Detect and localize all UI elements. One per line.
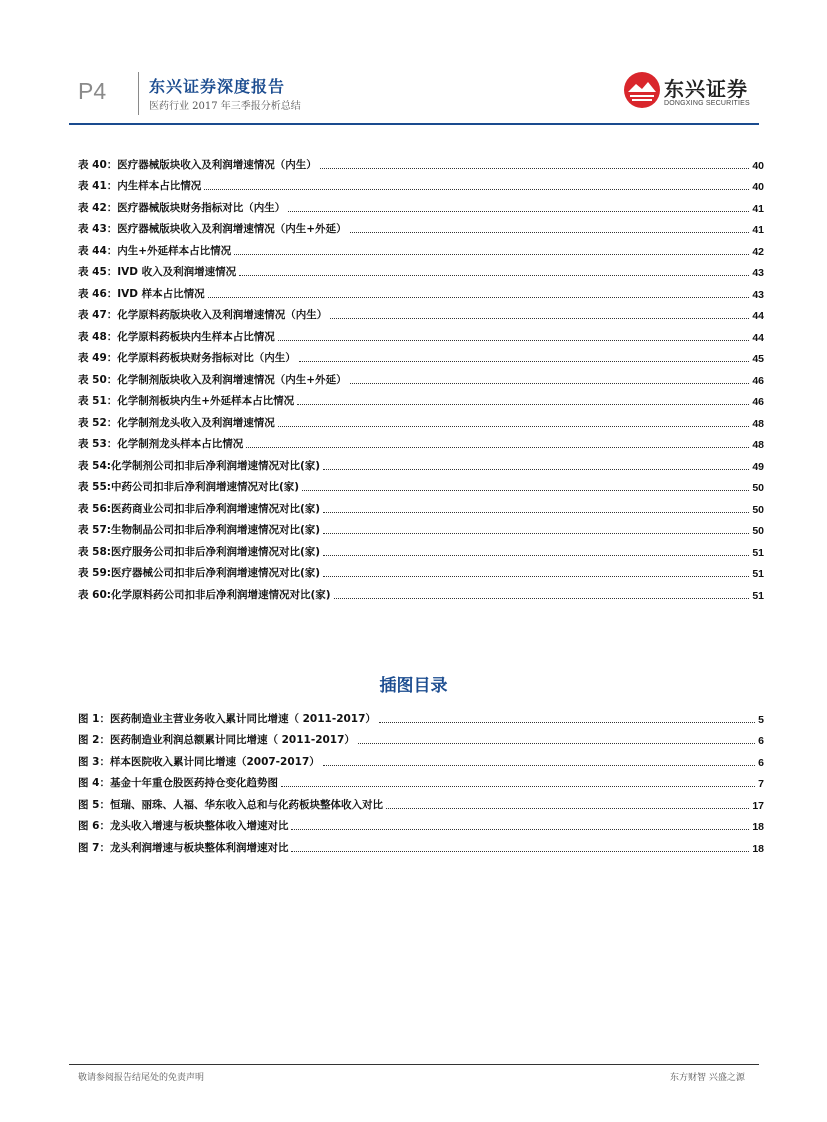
toc-entry-label: 表 52：化学制剂龙头收入及利润增速情况 [78,416,275,429]
toc-entry-page: 6 [758,756,764,769]
toc-entry-label: 表 43：医疗器械版块收入及利润增速情况（内生+外延） [78,223,347,235]
toc-entry-label: 表 41：内生样本占比情况 [78,180,202,192]
toc-entry-page: 48 [752,439,764,451]
toc-entry-page: 17 [752,799,764,812]
table-of-figures [78,704,764,855]
toc-entry[interactable] [78,833,764,855]
table-of-tables [78,150,764,602]
toc-entry-page: 51 [752,589,764,602]
toc-leader-dots [297,403,749,405]
toc-entry-label: 表 54:化学制剂公司扣非后净利润增速情况对比(家) [78,459,321,472]
toc-entry[interactable] [78,451,764,473]
toc-leader-dots [330,317,749,319]
toc-entry-page: 50 [752,482,764,494]
toc-leader-dots [323,575,749,577]
toc-leader-dots [204,188,749,190]
footer-disclaimer: 敬请参阅报告结尾处的免责声明 [78,1073,205,1083]
toc-entry-label: 表 57:生物制品公司扣非后净利润增速情况对比(家) [78,524,321,536]
toc-entry-label: 表 60:化学原料药公司扣非后净利润增速情况对比(家) [78,588,331,601]
toc-leader-dots [350,231,750,233]
header-divider [138,72,139,115]
toc-entry-label: 表 44：内生+外延样本占比情况 [78,244,232,257]
toc-leader-dots [278,425,750,427]
toc-entry-page: 18 [752,842,764,855]
toc-entry-label: 图 7：龙头利润增速与板块整体利润增速对比 [78,841,289,854]
toc-entry-label: 表 50：化学制剂版块收入及利润增速情况（内生+外延） [78,373,347,386]
toc-leader-dots [281,785,755,787]
toc-leader-dots [358,742,755,744]
toc-entry[interactable] [78,537,764,559]
report-title: 东兴证券深度报告 [149,77,286,96]
figure-toc-title: 插图目录 [379,676,448,696]
toc-entry-page: 44 [752,331,764,344]
toc-entry-label: 表 56:医药商业公司扣非后净利润增速情况对比(家) [78,502,321,515]
toc-entry[interactable] [78,344,764,366]
page-header [0,0,827,130]
toc-entry-page: 48 [752,417,764,430]
toc-leader-dots [323,468,749,470]
toc-leader-dots [234,253,749,255]
toc-entry-page: 51 [752,546,764,559]
toc-entry[interactable] [78,516,764,538]
toc-entry[interactable] [78,301,764,323]
toc-leader-dots [323,554,749,556]
toc-entry-label: 表 59:医疗器械公司扣非后净利润增速情况对比(家) [78,567,321,579]
toc-entry[interactable] [78,812,764,834]
toc-entry[interactable] [78,322,764,344]
toc-leader-dots [323,764,755,766]
toc-entry-page: 46 [752,374,764,387]
toc-entry-page: 18 [752,821,764,833]
toc-entry-label: 表 48：化学原料药板块内生样本占比情况 [78,330,275,343]
toc-entry-page: 49 [752,460,764,473]
toc-entry-page: 51 [752,568,764,580]
header-rule [69,123,759,125]
toc-leader-dots [386,807,749,809]
toc-entry-label: 表 49：化学原料药板块财务指标对比（内生） [78,352,296,364]
toc-entry-page: 43 [752,267,764,279]
toc-entry[interactable] [78,704,764,726]
toc-leader-dots [379,721,755,723]
toc-leader-dots [334,597,750,599]
toc-leader-dots [208,296,750,298]
toc-entry-label: 图 4：基金十年重仓股医药持仓变化趋势图 [78,777,278,789]
toc-entry-page: 41 [752,224,764,236]
page-number: P4 [78,78,107,104]
toc-entry-label: 表 51：化学制剂板块内生+外延样本占比情况 [78,395,295,407]
toc-entry[interactable] [78,172,764,194]
toc-leader-dots [291,850,749,852]
toc-entry-page: 40 [752,159,764,172]
toc-entry-label: 表 55:中药公司扣非后净利润增速情况对比(家) [78,481,300,493]
toc-entry[interactable] [78,150,764,172]
toc-entry-label: 图 2：医药制造业利润总额累计同比增速（ 2011-2017） [78,734,355,746]
toc-entry-page: 50 [752,503,764,516]
toc-entry-label: 图 6：龙头收入增速与板块整体收入增速对比 [78,820,289,832]
footer-rule [69,1064,759,1065]
toc-entry-label: 表 53：化学制剂龙头样本占比情况 [78,438,244,450]
toc-entry[interactable] [78,430,764,452]
toc-entry-label: 表 47：化学原料药版块收入及利润增速情况（内生） [78,309,328,321]
toc-entry[interactable] [78,279,764,301]
toc-entry[interactable] [78,494,764,516]
toc-entry-page: 44 [752,310,764,322]
toc-leader-dots [350,382,750,384]
logo-text-cn: 东兴证券 [664,77,748,101]
toc-entry[interactable] [78,365,764,387]
toc-entry-page: 42 [752,245,764,258]
toc-leader-dots [239,274,749,276]
logo-emblem-icon [622,70,662,110]
toc-entry[interactable] [78,236,764,258]
toc-entry-page: 50 [752,525,764,537]
toc-entry[interactable] [78,408,764,430]
toc-entry[interactable] [78,258,764,280]
toc-leader-dots [299,360,750,362]
toc-entry-page: 7 [758,778,764,790]
toc-entry-label: 图 1：医药制造业主营业务收入累计同比增速（ 2011-2017） [78,712,376,725]
toc-leader-dots [291,828,749,830]
toc-entry-page: 6 [758,735,764,747]
toc-entry[interactable] [78,747,764,769]
report-subtitle: 医药行业 2017 年三季报分析总结 [149,101,301,112]
toc-leader-dots [278,339,750,341]
footer-slogan: 东方财智 兴盛之源 [670,1073,745,1083]
toc-entry-page: 40 [752,181,764,193]
toc-entry-page: 43 [752,288,764,301]
toc-leader-dots [323,532,749,534]
toc-entry[interactable] [78,559,764,581]
logo-text-en: DONGXING SECURITIES [664,100,750,107]
toc-entry-page: 46 [752,396,764,408]
toc-entry-page: 41 [752,202,764,215]
toc-entry-page: 45 [752,353,764,365]
toc-leader-dots [288,210,749,212]
toc-entry[interactable] [78,193,764,215]
toc-entry-label: 表 46：IVD 样本占比情况 [78,287,205,300]
toc-entry-label: 图 3：样本医院收入累计同比增速（2007-2017） [78,755,320,768]
toc-entry[interactable] [78,790,764,812]
toc-entry-label: 表 40：医疗器械版块收入及利润增速情况（内生） [78,158,317,171]
toc-entry-label: 表 42：医疗器械版块财务指标对比（内生） [78,201,286,214]
company-logo [622,70,752,116]
toc-entry[interactable] [78,215,764,237]
toc-entry[interactable] [78,387,764,409]
toc-entry[interactable] [78,726,764,748]
toc-entry-label: 表 45：IVD 收入及利润增速情况 [78,266,237,278]
toc-leader-dots [246,446,749,448]
toc-entry[interactable] [78,769,764,791]
toc-entry-label: 图 5：恒瑞、丽珠、人福、华东收入总和与化药板块整体收入对比 [78,798,383,811]
toc-entry[interactable] [78,473,764,495]
toc-entry-page: 5 [758,713,764,726]
toc-entry[interactable] [78,580,764,602]
toc-entry-label: 表 58:医疗服务公司扣非后净利润增速情况对比(家) [78,545,321,558]
toc-leader-dots [323,511,749,513]
toc-leader-dots [302,489,749,491]
toc-leader-dots [320,167,750,169]
